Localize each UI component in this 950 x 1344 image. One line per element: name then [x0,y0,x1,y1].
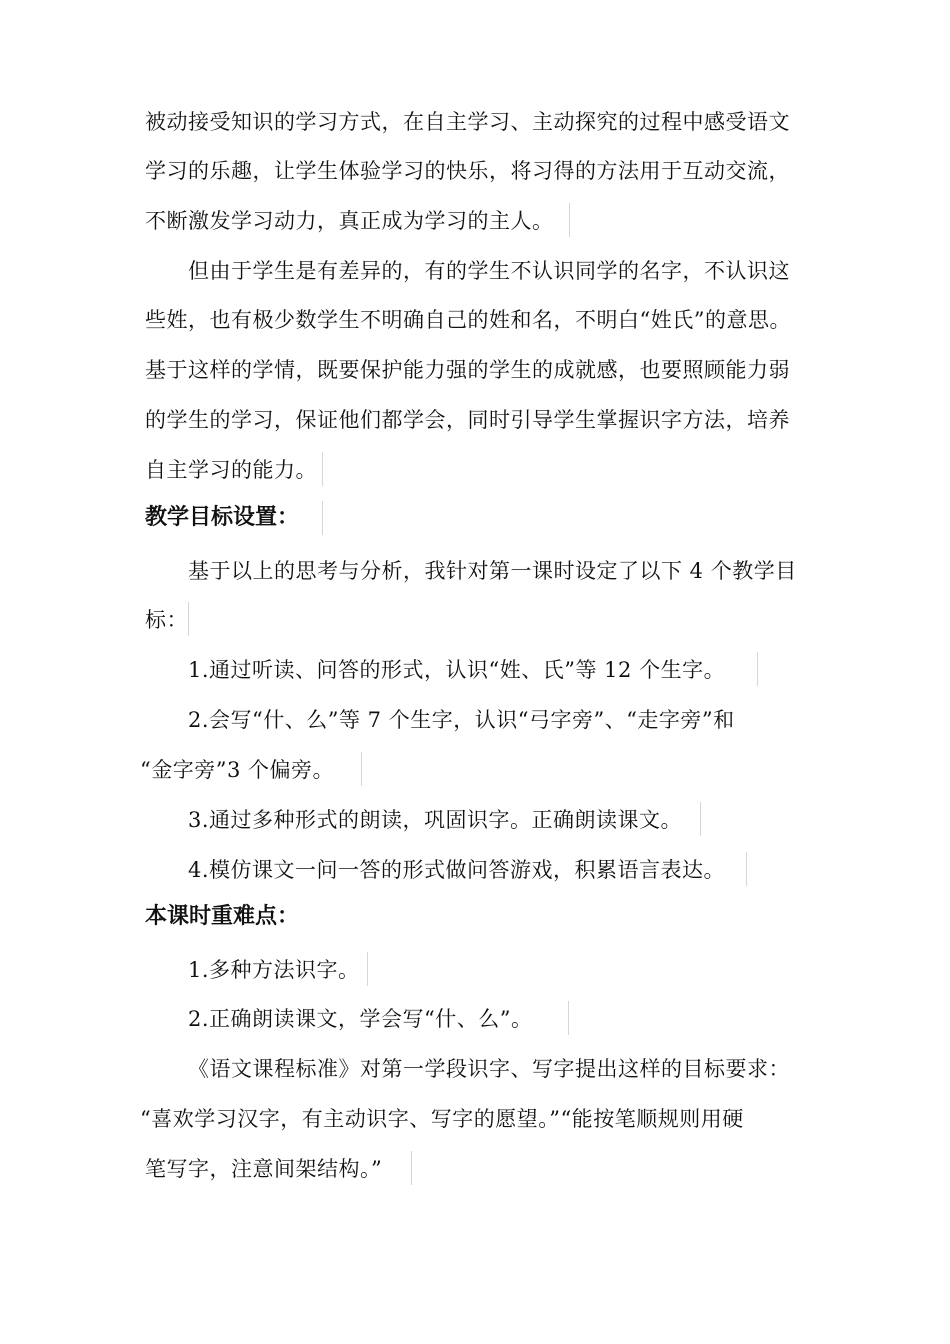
goals-intro-line-2: 标： [145,608,188,632]
edge-mark [188,602,189,636]
paragraph-2-line-5: 自主学习的能力。 [145,458,317,482]
edge-mark [568,1001,569,1035]
goal-item-1: 1.通过听读、问答的形式，认识“姓、氏”等 12 个生字。 [188,658,726,682]
paragraph-2-line-4: 的学生的学习，保证他们都学会，同时引导学生掌握识字方法，培养 [145,408,790,432]
heading-goals: 教学目标设置： [145,505,300,530]
goal-item-4: 4.模仿课文一问一答的形式做问答游戏，积累语言表达。 [188,858,726,882]
paragraph-2-line-1: 但由于学生是有差异的，有的学生不认识同学的名字，不认识这 [188,259,790,283]
goal-item-3: 3.通过多种形式的朗读，巩固识字。正确朗读课文。 [188,808,683,832]
paragraph-2-line-2: 些姓，也有极少数学生不明确自己的姓和名，不明白“姓氏”的意思。 [145,308,791,332]
goals-intro-line-1: 基于以上的思考与分析，我针对第一课时设定了以下 4 个教学目 [188,559,797,583]
standard-quote-line-3: 笔写字，注意间架结构。” [145,1157,383,1181]
edge-mark [322,501,323,535]
standard-quote-line-2: “喜欢学习汉字，有主动识字、写字的愿望。”“能按笔顺规则用硬 [140,1107,744,1131]
goal-item-2-line-1: 2.会写“什、么”等 7 个生字，认识“弓字旁”、“走字旁”和 [188,708,735,732]
edge-mark [411,1151,412,1185]
paragraph-1-line-2: 学习的乐趣，让学生体验学习的快乐，将习得的方法用于互动交流， [145,159,790,183]
goal-item-2-line-2: “金字旁”3 个偏旁。 [140,758,335,782]
key-point-item-1: 1.多种方法识字。 [188,958,360,982]
edge-mark [367,952,368,986]
heading-key-points: 本课时重难点： [145,904,300,929]
edge-mark [361,752,362,786]
edge-mark [322,452,323,486]
standard-quote-line-1: 《语文课程标准》对第一学段识字、写字提出这样的目标要求： [188,1057,790,1081]
paragraph-1-line-1: 被动接受知识的学习方式，在自主学习、主动探究的过程中感受语文 [145,110,790,134]
edge-mark [569,203,570,237]
edge-mark [700,802,701,836]
paragraph-1-line-3: 不断激发学习动力，真正成为学习的主人。 [145,209,554,233]
paragraph-2-line-3: 基于这样的学情，既要保护能力强的学生的成就感，也要照顾能力弱 [145,358,790,382]
edge-mark [746,852,747,886]
edge-mark [757,652,758,686]
key-point-item-2: 2.正确朗读课文，学会写“什、么”。 [188,1007,533,1031]
